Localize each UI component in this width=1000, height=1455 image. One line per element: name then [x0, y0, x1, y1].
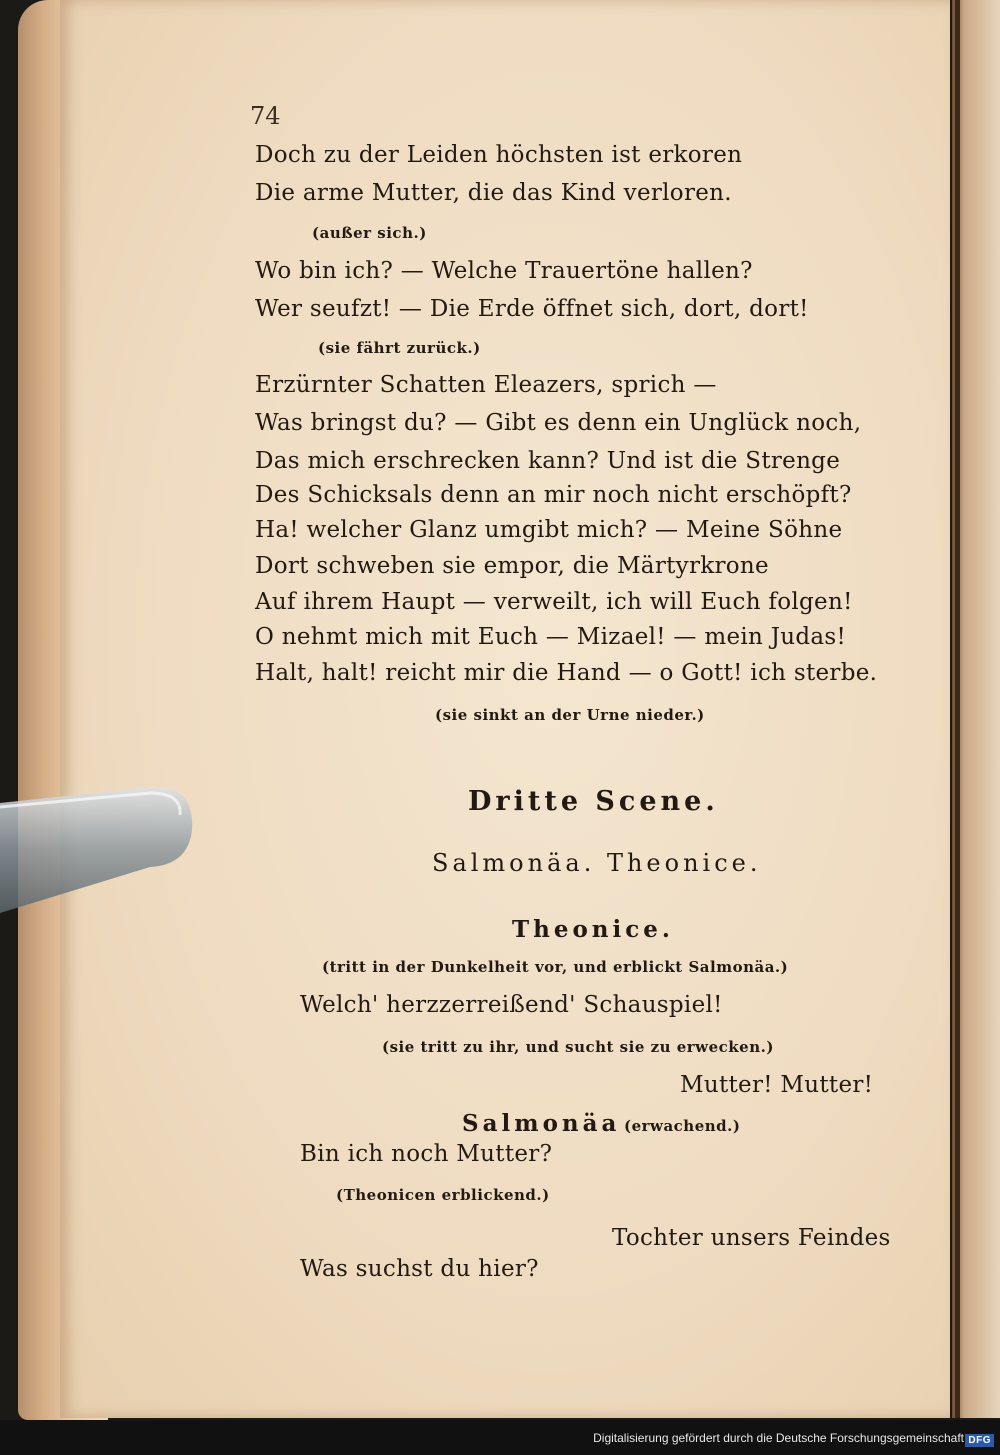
verse-line: Dort schweben sie empor, die Märtyrkrone [255, 553, 769, 579]
stage-direction: (außer sich.) [312, 224, 427, 242]
stage-direction: (erwachend.) [624, 1117, 741, 1135]
page-number: 74 [250, 102, 281, 130]
verse-line: Was suchst du hier? [300, 1256, 539, 1282]
scene-characters: Salmonäa. Theonice. [432, 849, 762, 877]
verse-line: Ha! welcher Glanz umgibt mich? — Meine Söhne [255, 517, 843, 543]
verse-line: Welch' herzzerreißend' Schauspiel! [300, 992, 723, 1018]
verse-line: Das mich erschrecken kann? Und ist die Strenge [255, 448, 841, 474]
verse-line: Doch zu der Leiden höchsten ist erkoren [255, 142, 743, 168]
footer-bar [0, 1420, 1000, 1455]
verse-line: Bin ich noch Mutter? [300, 1141, 553, 1167]
verse-line: Wer seufzt! — Die Erde öffnet sich, dort, dort! [255, 296, 809, 322]
verse-line: Des Schicksals denn an mir noch nicht erschöpft? [255, 482, 852, 508]
verse-line: Erzürnter Schatten Eleazers, sprich — [255, 372, 717, 398]
funding-notice: Digitalisierung gefördert durch die Deutsche Forschungsgemeinschaft [593, 1431, 964, 1445]
speaker-name: Theonice. [512, 916, 674, 943]
stage-direction: (sie tritt zu ihr, und sucht sie zu erwecken.) [382, 1038, 774, 1056]
dfg-logo: DFG [965, 1434, 994, 1447]
verse-line: Auf ihrem Haupt — verweilt, ich will Euch folgen! [255, 589, 853, 615]
stage-direction: (sie sinkt an der Urne nieder.) [435, 706, 705, 724]
verse-line: Was bringst du? — Gibt es denn ein Unglück noch, [255, 410, 862, 436]
gutter-shadow [955, 0, 960, 1418]
stage-direction: (Theonicen erblickend.) [336, 1186, 550, 1204]
speaker-name: Salmonäa [462, 1110, 621, 1137]
verse-line: Mutter! Mutter! [680, 1072, 874, 1098]
scene-heading: Dritte Scene. [468, 786, 719, 817]
verse-line: Halt, halt! reicht mir die Hand — o Gott! ich sterbe. [255, 660, 878, 686]
stage-direction: (tritt in der Dunkelheit vor, und erblickt Salmonäa.) [322, 958, 789, 976]
stage-direction: (sie fährt zurück.) [318, 339, 481, 357]
verse-line: Tochter unsers Feindes [612, 1225, 891, 1251]
verse-line: Wo bin ich? — Welche Trauertöne hallen? [255, 258, 753, 284]
verse-line: Die arme Mutter, die das Kind verloren. [255, 180, 732, 206]
verse-line: O nehmt mich mit Euch — Mizael! — mein Judas! [255, 624, 847, 650]
